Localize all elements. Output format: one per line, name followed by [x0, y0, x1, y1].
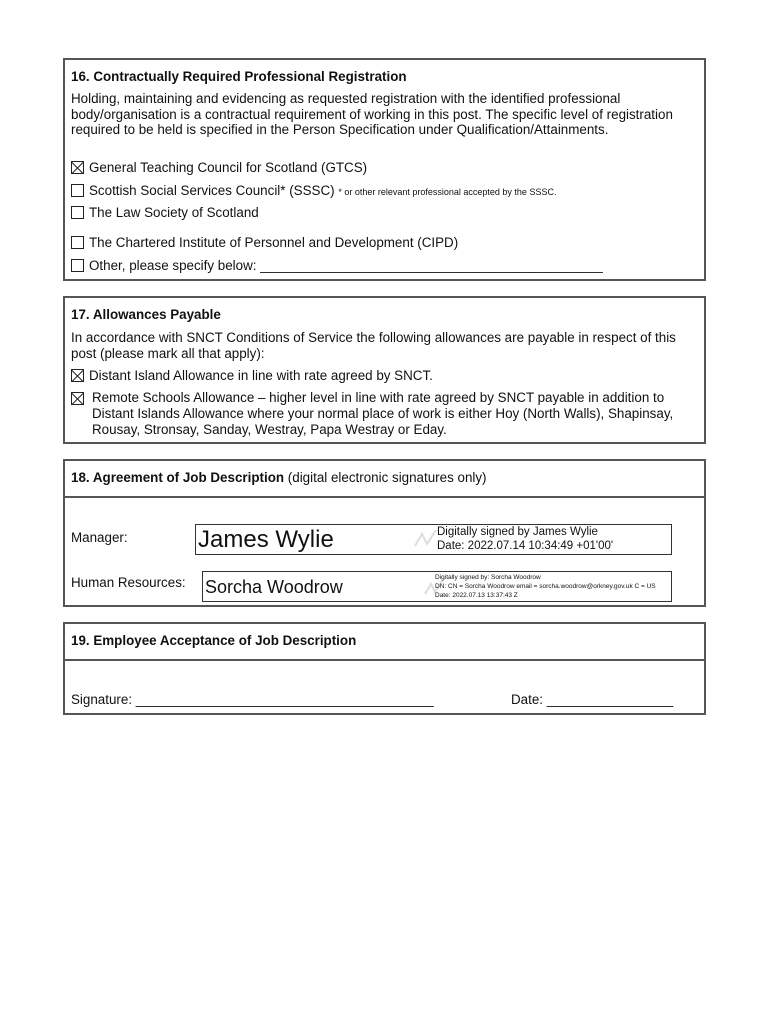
section-18-subtitle: (digital electronic signatures only): [287, 470, 487, 485]
option-distant-island-label: Distant Island Allowance in line with rate agreed by SNCT.: [89, 368, 433, 383]
checkbox[interactable]: [71, 236, 84, 249]
option-remote-schools-label: Remote Schools Allowance – higher level in line with rate agreed by SNCT payable in addition to Distant Islands Allowance where your normal place of work is either Hoy (North Walls), Shapinsay, Rousay, Stronsay, Sanday, Westray, Papa Westray or Eday.: [92, 390, 674, 437]
section-17: [63, 296, 706, 444]
option-other-label: Other, please specify below: ______________________________________________: [89, 258, 603, 273]
divider: [65, 659, 704, 661]
section-18: [63, 459, 706, 607]
section-17-body: In accordance with SNCT Conditions of Service the following allowances are payable in respect of this post (please mark all that apply):: [71, 330, 676, 361]
option-cipd[interactable]: [71, 235, 458, 250]
option-law-society-label: The Law Society of Scotland: [89, 205, 259, 220]
option-law-society[interactable]: [71, 205, 259, 220]
hr-signature-name: Sorcha Woodrow: [205, 577, 343, 597]
section-17-title: 17. Allowances Payable: [71, 307, 221, 322]
option-distant-island[interactable]: [71, 368, 433, 383]
section-16-body: Holding, maintaining and evidencing as requested registration with the identified professional body/organisation is a contractual requirement of working in this post. The specific level of registration required to be held is specified in the Person Specification under Qualification/Attainments.: [71, 91, 673, 138]
option-other[interactable]: [71, 258, 603, 273]
section-18-title: 18. Agreement of Job Description: [71, 470, 285, 485]
checkbox-checked[interactable]: [71, 369, 84, 382]
manager-label: Manager:: [71, 530, 128, 545]
option-sssc-note: * or other relevant professional accepted by the SSSC.: [338, 187, 557, 197]
section-19: [63, 622, 706, 715]
manager-signature-field[interactable]: [195, 524, 672, 555]
hr-signature-line1: Digitally signed by: Sorcha Woodrow: [435, 574, 541, 581]
checkbox-checked[interactable]: [71, 161, 84, 174]
option-remote-schools[interactable]: [71, 390, 700, 437]
hr-signature-line2: DN: CN = Sorcha Woodrow email = sorcha.woodrow@orkney.gov.uk C = US: [435, 583, 656, 590]
hr-signature-field[interactable]: [202, 571, 672, 602]
option-gtcs-label: General Teaching Council for Scotland (GTCS): [89, 160, 368, 175]
option-cipd-label: The Chartered Institute of Personnel and Development (CIPD): [89, 235, 459, 250]
hr-label: Human Resources:: [71, 575, 186, 590]
option-gtcs[interactable]: [71, 160, 367, 175]
option-sssc-label: Scottish Social Services Council* (SSSC): [89, 183, 335, 198]
manager-signature-line2: Date: 2022.07.14 10:34:49 +01'00': [437, 540, 614, 552]
option-sssc[interactable]: [71, 183, 556, 198]
divider: [65, 496, 704, 498]
manager-signature-line1: Digitally signed by James Wylie: [437, 526, 598, 538]
section-18-heading: [71, 470, 487, 485]
section-16-title: 16. Contractually Required Professional Registration: [71, 69, 407, 84]
checkbox[interactable]: [71, 259, 84, 272]
section-16: [63, 58, 706, 281]
checkbox[interactable]: [71, 206, 84, 219]
section-19-title: 19. Employee Acceptance of Job Description: [71, 633, 357, 648]
hr-signature-line3: Date: 2022.07.13 13:37:43 Z: [435, 592, 518, 599]
date-field[interactable]: Date: _________________: [511, 692, 674, 707]
checkbox[interactable]: [71, 184, 84, 197]
signature-field[interactable]: Signature: ________________________________________: [71, 692, 434, 707]
manager-signature-name: James Wylie: [198, 526, 334, 553]
checkbox-checked[interactable]: [71, 392, 84, 405]
